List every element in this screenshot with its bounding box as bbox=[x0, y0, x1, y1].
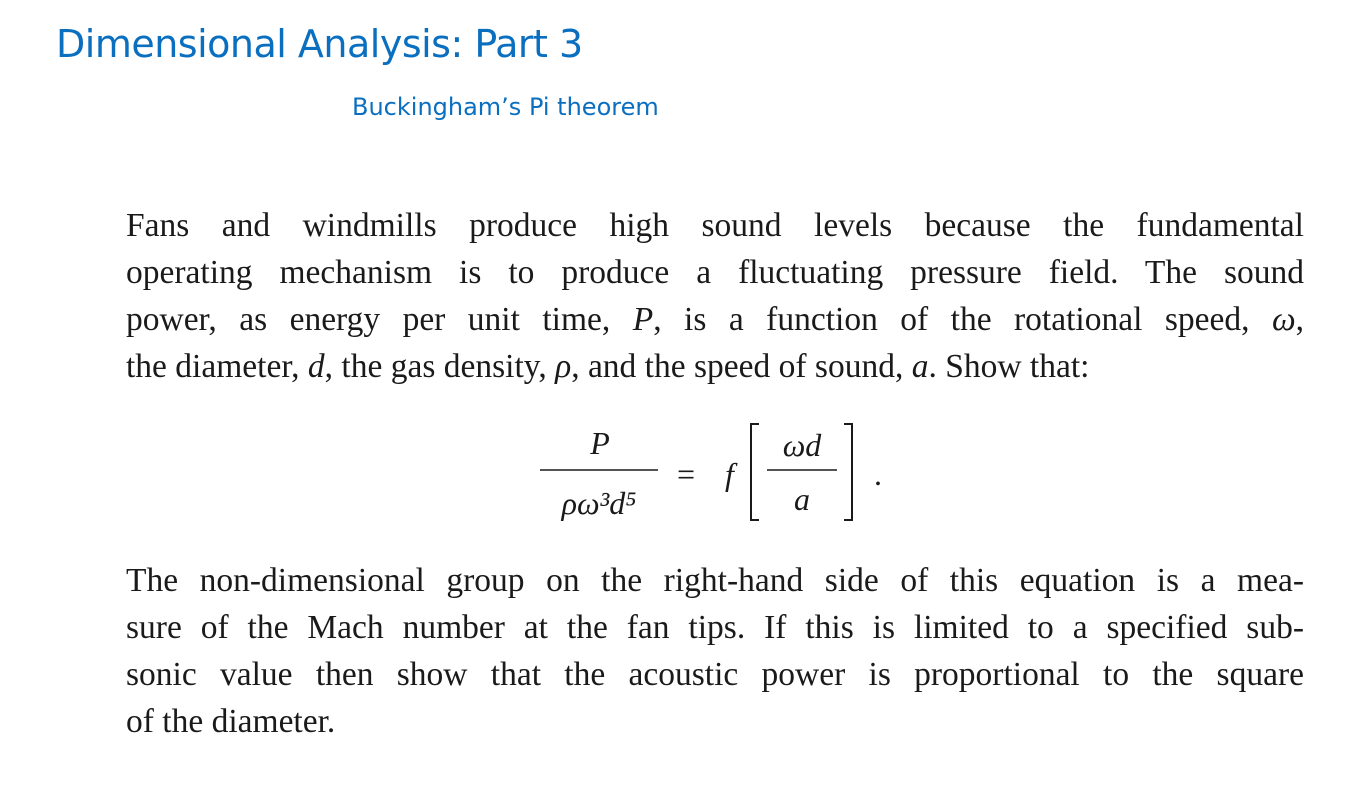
problem-paragraph-2 bbox=[126, 557, 1304, 745]
equation-rhs-denominator: a bbox=[794, 481, 810, 517]
symbol-omega: ω bbox=[1271, 301, 1296, 338]
equation-equals: = bbox=[677, 456, 696, 492]
symbol-a: a bbox=[911, 348, 929, 385]
paragraph-1-line-1: Fans and windmills produce high sound levels because the fundamental bbox=[126, 207, 1304, 244]
equation-function-f: f bbox=[725, 456, 734, 492]
equation-period: . bbox=[874, 456, 882, 492]
paragraph-2-line-2: sure of the Mach number at the fan tips. If this is limited to a specified sub- bbox=[126, 609, 1304, 646]
equation bbox=[540, 418, 900, 528]
paragraph-1-line-4: the diameter, d, the gas density, ρ, and the speed of sound, a. Show that: bbox=[126, 348, 1090, 385]
paragraph-2-line-1: The non-dimensional group on the right-hand side of this equation is a mea- bbox=[126, 562, 1304, 599]
page-title: Dimensional Analysis: Part 3 bbox=[56, 22, 583, 66]
paragraph-2-line-4: of the diameter. bbox=[126, 703, 336, 740]
symbol-p: P bbox=[632, 301, 654, 338]
equation-lhs-denominator: ρω³d⁵ bbox=[561, 485, 637, 521]
equation-lhs-numerator: P bbox=[590, 425, 610, 461]
page-subtitle: Buckingham’s Pi theorem bbox=[352, 93, 659, 121]
equation-rhs-numerator: ωd bbox=[782, 427, 822, 463]
paragraph-2-line-3: sonic value then show that the acoustic power is proportional to the square bbox=[126, 656, 1304, 693]
paragraph-1-line-2: operating mechanism is to produce a fluctuating pressure field. The sound bbox=[126, 254, 1304, 291]
problem-paragraph-1 bbox=[126, 202, 1304, 390]
left-bracket-icon bbox=[751, 424, 759, 520]
paragraph-1-line-3: power, as energy per unit time, P, is a function of the rotational speed, ω, bbox=[126, 301, 1304, 338]
symbol-rho: ρ bbox=[555, 348, 572, 385]
symbol-d: d bbox=[307, 348, 325, 385]
right-bracket-icon bbox=[844, 424, 852, 520]
